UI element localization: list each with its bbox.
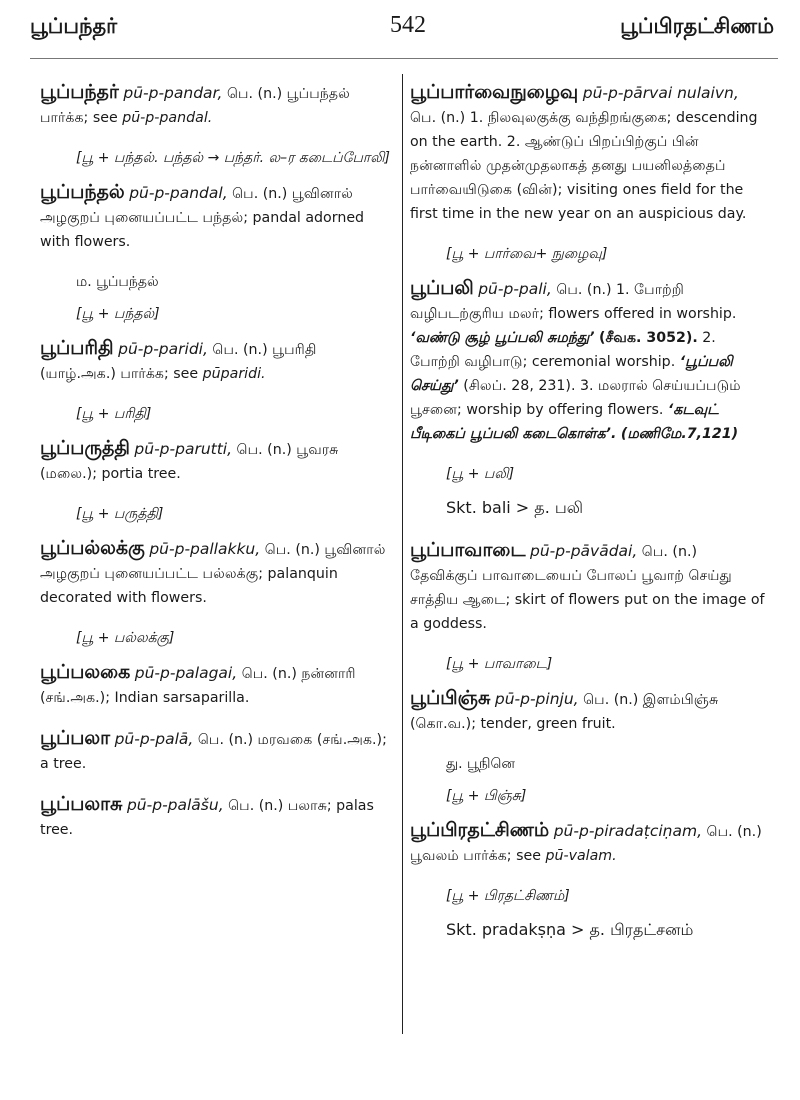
- headword: பூப்பந்தர்: [40, 81, 119, 103]
- right-column: [410, 80, 768, 950]
- headword: பூப்பலி: [410, 277, 474, 299]
- entry-text: [40, 336, 395, 386]
- entry-poopaarvai: [410, 80, 768, 266]
- entry-poopandal: [40, 180, 395, 326]
- transliteration: pū-p-parutti,: [134, 440, 233, 458]
- entry-text: [40, 180, 395, 254]
- entry-text: [410, 80, 768, 226]
- headword: பூப்பிரதட்சிணம்: [410, 819, 550, 841]
- entry-poopalagai: [40, 660, 395, 710]
- page-number: 542: [390, 12, 426, 38]
- entry-text: [40, 660, 395, 710]
- page-header: [30, 10, 774, 50]
- definition: பெ. (n.) பூவினால் அழகுறப் புனையப்பட்ட பந்தல்; pandal adorned with flowers.: [40, 186, 365, 250]
- quotation: ‘பூப்பலி செய்து’: [410, 354, 733, 394]
- transliteration: pū-p-pandar,: [123, 84, 223, 102]
- cognate: Skt. pradakṣṇa > த. பிரதட்சனம்: [446, 920, 694, 939]
- cross-reference: pūparidi.: [202, 366, 266, 382]
- transliteration: pū-p-pali,: [478, 280, 552, 298]
- transliteration: pū-p-palāšu,: [126, 796, 224, 814]
- headword: பூப்பாவாடை: [410, 539, 526, 561]
- entry-poopallakku: [40, 536, 395, 650]
- definition: பெ. (n.) இளம்பிஞ்சு (கொ.வ.); tender, green fruit.: [410, 692, 719, 732]
- transliteration: pū-p-pārvai nulaivn,: [582, 84, 739, 102]
- etymology: [பூ + பார்வை+ நுழைவு]: [446, 246, 608, 262]
- definition-3: 3. மலரால் செய்யப்படும் பூசனை; worship by offering flowers.: [410, 378, 741, 418]
- transliteration: pū-p-pandal,: [129, 184, 228, 202]
- citation: (சிலப். 28, 231).: [463, 378, 576, 394]
- etymology: [பூ + பாவாடை]: [446, 656, 553, 672]
- entry-text: [410, 818, 768, 868]
- headword: பூப்பலாசு: [40, 793, 123, 815]
- etymology: [பூ + பிரதட்சிணம்]: [446, 888, 570, 904]
- definition: பெ. (n.) பூபரிதி (யாழ்.அக.) பார்க்க; see: [40, 342, 317, 382]
- entry-poopalasu: [40, 792, 395, 842]
- definition: பெ. (n.) பூவலம் பார்க்க; see: [410, 824, 762, 864]
- definition-1: பெ. (n.) 1. போற்றி வழிபடற்குரிய மலர்; flowers offered in worship.: [410, 282, 737, 322]
- quotation: ‘வண்டு சூழ் பூப்பலி சுமந்து’: [410, 330, 595, 346]
- definition: பெ. (n.) 1. நிலவுலகுக்கு வந்திறங்குகை; descending on the earth. 2. ஆண்டுப் பிறப்பிற்குப் பின் நன்னாளில் முதன்முதலாகத் தனது பயனிலத்தைப் பார்வையிடுகை (வின்); visiting ones field for the first time in the new year on an auspicious day.: [410, 110, 758, 222]
- transliteration: pū-p-pallakku,: [149, 540, 261, 558]
- entry-poopali: [410, 276, 768, 520]
- headword: பூப்பிஞ்சு: [410, 687, 491, 709]
- headword: பூப்பலா: [40, 727, 111, 749]
- left-column: [40, 80, 395, 858]
- headword: பூப்பல்லக்கு: [40, 537, 145, 559]
- etymology: [பூ + பல்லக்கு]: [76, 630, 175, 646]
- entry-pooparutti: [40, 436, 395, 526]
- transliteration: pū-p-paridi,: [118, 340, 208, 358]
- etymology: [பூ + பருத்தி]: [76, 506, 164, 522]
- entry-text: [410, 538, 768, 636]
- headword: பூப்பலகை: [40, 661, 131, 683]
- entry-text: [40, 436, 395, 486]
- transliteration: pū-p-palagai,: [134, 664, 238, 682]
- cognate: Skt. bali > த. பலி: [446, 498, 584, 517]
- etymology: [பூ + பரிதி]: [76, 406, 152, 422]
- entry-pooparidi: [40, 336, 395, 426]
- quotation: ‘கடவுட் பீடிகைப் பூப்பலி கடைகொள்க’.: [410, 402, 719, 442]
- citation: (மணிமே.7,121): [620, 426, 739, 442]
- transliteration: pū-p-pinju,: [494, 690, 579, 708]
- definition: பெ. (n.) மரவகை (சங்.அக.); a tree.: [40, 732, 387, 772]
- headword: பூப்பருத்தி: [40, 437, 130, 459]
- etymology: [பூ + பந்தல். பந்தல் → பந்தர். ல–ர கடைப்போலி]: [76, 150, 390, 166]
- definition: பெ. (n.) பூப்பந்தல் பார்க்க; see: [40, 86, 350, 126]
- running-head-right: பூப்பிரதட்சிணம்: [620, 14, 774, 38]
- etymology: [பூ + பிஞ்சு]: [446, 788, 527, 804]
- entry-poopinju: [410, 686, 768, 808]
- headword: பூப்பந்தல்: [40, 181, 125, 203]
- entry-text: [40, 792, 395, 842]
- entry-text: [40, 80, 395, 130]
- entry-text: [40, 726, 395, 776]
- entry-text: [40, 536, 395, 610]
- entry-poopaavaadai: [410, 538, 768, 676]
- transliteration: pū-p-pāvādai,: [530, 542, 638, 560]
- definition: பெ. (n.) பூவரசு (மலை.); portia tree.: [40, 442, 339, 482]
- transliteration: pū-p-piradaṭciṇam,: [553, 822, 703, 840]
- entry-poopiradatcinam: [410, 818, 768, 942]
- cross-reference: pū-valam.: [545, 848, 617, 864]
- definition: பெ. (n.) பூவினால் அழகுறப் புனையப்பட்ட பல்லக்கு; palanquin decorated with flowers.: [40, 542, 386, 606]
- definition: பெ. (n.) தேவிக்குப் பாவாடையைப் போலப் பூவாற் செய்து சாத்திய ஆடை; skirt of flowers put on the image of a goddess.: [410, 544, 765, 632]
- etymology: [பூ + பலி]: [446, 466, 515, 482]
- cognate: து. பூநினெ: [446, 756, 515, 772]
- entry-poopala: [40, 726, 395, 776]
- entry-poopandar: [40, 80, 395, 170]
- cross-reference: pū-p-pandal.: [122, 110, 213, 126]
- definition: பெ. (n.) பலாசு; palas tree.: [40, 798, 374, 838]
- definition: பெ. (n.) நன்னாரி (சங்.அக.); Indian sarsaparilla.: [40, 666, 356, 706]
- definition-2: 2. போற்றி வழிபாடு; ceremonial worship.: [410, 330, 716, 370]
- transliteration: pū-p-palā,: [114, 730, 194, 748]
- header-rule: [30, 58, 778, 59]
- entry-text: [410, 686, 768, 736]
- column-divider: [402, 74, 403, 1034]
- running-head-left: பூப்பந்தர்: [30, 14, 118, 38]
- headword: பூப்பார்வைநுழைவு: [410, 81, 579, 103]
- headword: பூப்பரிதி: [40, 337, 114, 359]
- citation: (சீவக. 3052).: [599, 330, 698, 346]
- entry-text: [410, 276, 768, 446]
- cognate: ம. பூப்பந்தல்: [76, 274, 159, 290]
- etymology: [பூ + பந்தல்]: [76, 306, 160, 322]
